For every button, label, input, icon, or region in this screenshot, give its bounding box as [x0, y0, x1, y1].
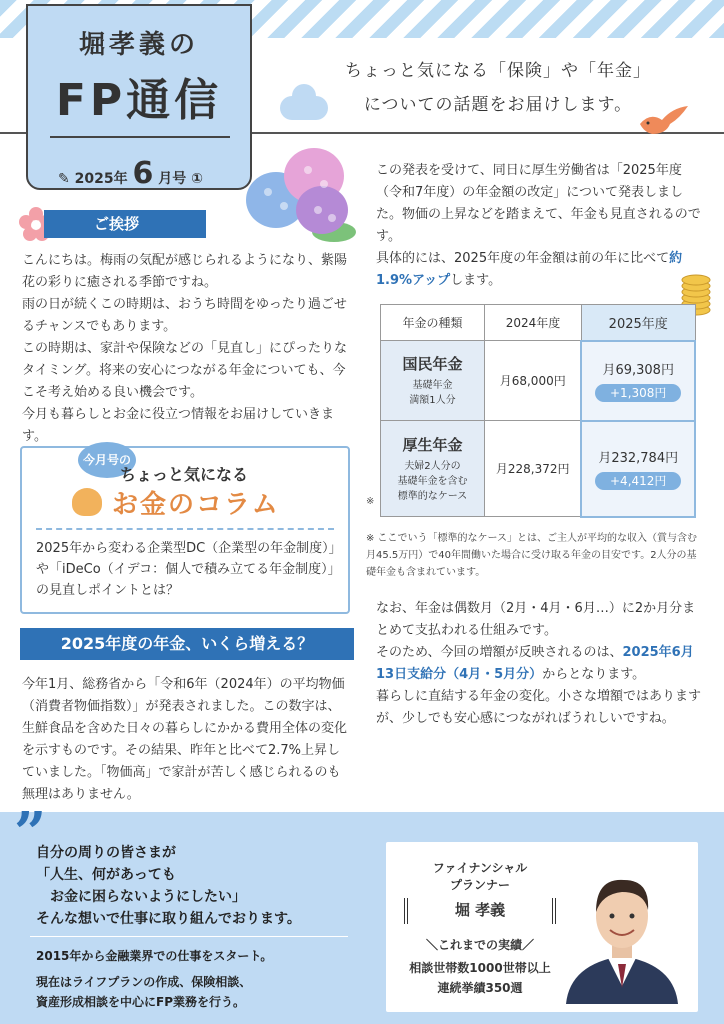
text-span: からとなります。 [542, 667, 646, 682]
issue-info [58, 156, 203, 191]
pension-text: 今年1月、総務省から「令和6年（2024年）の平均物価（消費者物価指数）」が発表されました。この数字は、生鮮食品を含めた日々の暮らしにかかる費用全体の変化を示すものです。その結果、昨年と比べて2.7%上昇していました。「物価高」で家計が苦しく感じられるのも無理はありません。 [22, 677, 348, 802]
greeting-paragraph: こんにちは。梅雨の気配が感じられるようになり、紫陽花の彩りに癒される季節ですね。 [22, 253, 348, 290]
table-header: 2024年度 [485, 305, 582, 341]
pension-type-note: 満額1人分 [409, 395, 456, 406]
bio-line: 2015年から金融業界での仕事をスタート。 [36, 949, 273, 963]
planner-name: 堀 孝義 [404, 898, 556, 924]
pension-announcement [376, 160, 702, 292]
quote-line: 自分の周りの皆さまが [36, 845, 176, 861]
pension-type-cell [381, 341, 485, 421]
table-header: 2025年度 [581, 305, 695, 341]
column-divider [36, 528, 334, 530]
bio-divider [30, 936, 348, 937]
hydrangea-icon [238, 140, 368, 250]
increase-badge: +1,308円 [595, 384, 681, 402]
pension-type-note: 標準的なケース [397, 490, 468, 502]
pencil-icon: ✎ [58, 171, 75, 187]
increase-badge: +4,412円 [595, 472, 681, 490]
payment-paragraph: なお、年金は偶数月（2月・4月・6月…）に2か月分まとめて支払われる仕組みです。 [376, 601, 696, 638]
amount-2025: 月69,308円 [602, 363, 674, 378]
announcement-paragraph: この発表を受けて、同日に厚生労働省は「2025年度（令和7年度）の年金額の改定」について発表しました。物価の上昇などを踏まえて、年金も見直されるのです。 [376, 163, 701, 244]
achievements-label: ＼これまでの実績／ [425, 938, 534, 952]
bird-icon [636, 104, 690, 138]
quote-line: お金に困らないようにしたい」 [36, 889, 246, 905]
payment-info [376, 598, 706, 730]
pension-type: 国民年金 [402, 355, 463, 373]
role-line: プランナー [449, 878, 510, 892]
masthead-rule [50, 136, 230, 138]
table-row [381, 421, 696, 517]
column-title: お金のコラム [112, 490, 280, 520]
column-badge: 今月号の [78, 442, 136, 478]
greeting-paragraph: この時期は、家計や保険などの「見直し」にぴったりなタイミング。将来の安心につながる年金についても、今こそ考え始める良い機会です。 [22, 341, 348, 400]
greeting-paragraph: 今月も暮らしとお金に役立つ情報をお届けしていきます。 [22, 407, 335, 444]
issue-year: 2025年 [74, 171, 128, 187]
tagline-line2: についての話題をお届けします。 [363, 95, 633, 115]
table-footnote: ※ ここでいう「標準的なケース」とは、ご主人が平均的な収入（賞与含む月45.5万円）で40年間働いた場合に受け取る年金の目安です。2人分の基礎年金も含まれています。 [366, 533, 698, 578]
table-note-mark: ※ [366, 496, 375, 507]
profile-card [386, 842, 698, 1012]
amount-2025-cell [581, 341, 695, 421]
pension-type-note: 基礎年金 [412, 380, 453, 391]
planner-role [400, 860, 560, 894]
pension-type-cell [381, 421, 485, 517]
column-subtitle: ちょっと気になる [120, 465, 249, 484]
greeting-text [22, 250, 352, 448]
greeting-heading: ご挨拶 [44, 210, 206, 238]
masthead-title-line1: 堀孝義の [78, 30, 199, 60]
pension-type: 厚生年金 [402, 435, 463, 454]
mission-quote [36, 842, 366, 930]
pension-type-note: 基礎年金を含む [397, 475, 468, 487]
increase-highlight: 約1.9%アップ [376, 251, 683, 288]
announcement-paragraph [376, 248, 702, 292]
bio-line: 資産形成相談を中心にFP業務を行う。 [36, 995, 245, 1009]
text-span: 具体的には、2025年度の年金額は前の年に比べて [376, 251, 670, 266]
achievement: 連続挙績350週 [437, 981, 523, 995]
payment-date-highlight: 2025年6月13日支給分（4月・5月分） [376, 645, 694, 682]
bio-line: 現在はライフプランの作成、保険相談、 [36, 975, 252, 989]
avatar [556, 856, 688, 1004]
payment-paragraph [376, 642, 706, 686]
greeting-paragraph: 雨の日が続くこの時期は、おうち時間をゆったり過ごせるチャンスでもあります。 [22, 297, 347, 334]
issue-number: ① [191, 171, 203, 187]
issue-suffix: 月号 [158, 171, 187, 187]
quote-line: 「人生、何があっても [36, 867, 176, 883]
masthead [26, 4, 252, 190]
role-line: ファイナンシャル [432, 861, 528, 875]
career-bio [36, 946, 366, 1012]
issue-month: 6 [132, 156, 154, 191]
text-span: そのため、今回の増額が反映されるのは、 [376, 645, 623, 660]
amount-2024: 月68,000円 [485, 341, 582, 421]
pension-heading: 2025年度の年金、いくら増える？ [20, 628, 354, 660]
purse-icon [72, 488, 102, 516]
table-row [381, 341, 696, 421]
text-span: します。 [450, 273, 502, 288]
achievements [394, 958, 566, 998]
pension-table [380, 304, 696, 518]
tagline-line1: ちょっと気になる「保険」や「年金」 [345, 61, 651, 81]
amount-2025-cell [581, 421, 695, 517]
cloud-icon [280, 96, 328, 120]
column-text: 2025年から変わる企業型DC（企業型の年金制度）」や「iDeCo（イデコ：個人で積み立てる年金制度）」の見直しポイントとは？ [36, 541, 336, 598]
amount-2024: 月228,372円 [485, 421, 582, 517]
pension-type-note: 夫婦2人分の [404, 460, 461, 472]
payment-paragraph: 暮らしに直結する年金の変化。小さな増額ではありますが、少しでも安心感につながればうれしいですね。 [376, 689, 702, 726]
quote-icon: ” [14, 800, 47, 866]
amount-2025: 月232,784円 [598, 451, 679, 466]
achievement: 相談世帯数1000世帯以上 [409, 961, 551, 975]
quote-line: そんな想いで仕事に取り組んでおります。 [36, 911, 301, 927]
table-header: 年金の種類 [381, 305, 485, 341]
masthead-title-line2: FP通信 [55, 75, 223, 126]
